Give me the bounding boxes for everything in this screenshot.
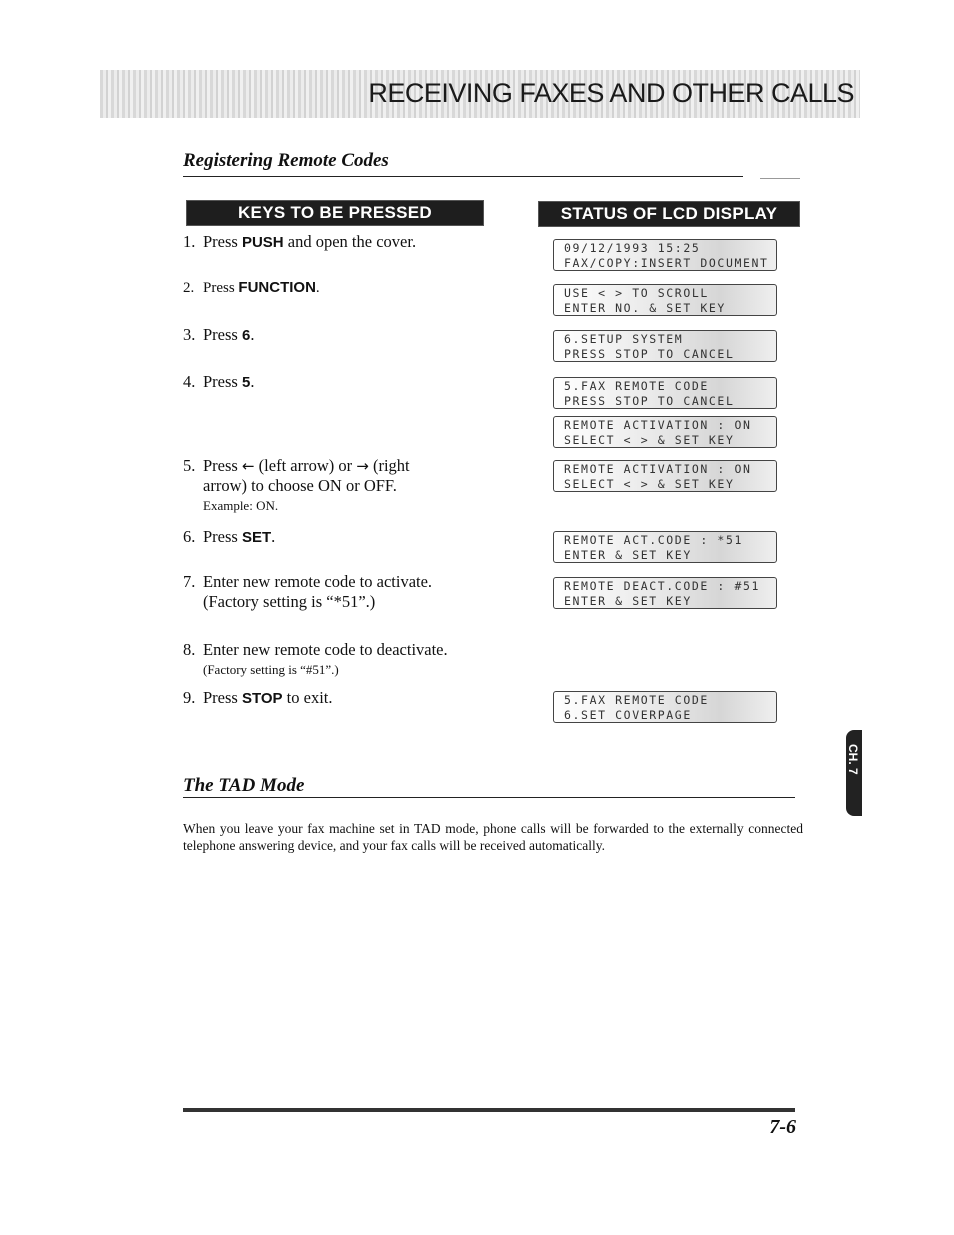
section-rule-tail xyxy=(760,178,800,179)
lcd-display-7: REMOTE ACT.CODE : *51 ENTER & SET KEY xyxy=(553,531,777,563)
step-1: 1. Press PUSH and open the cover. xyxy=(183,232,417,251)
lcd-display-8: REMOTE DEACT.CODE : #51 ENTER & SET KEY xyxy=(553,577,777,609)
lcd-display-5: REMOTE ACTIVATION : ON SELECT < > & SET KEY xyxy=(553,416,777,448)
lcd-display-2: USE < > TO SCROLL ENTER NO. & SET KEY xyxy=(553,284,777,316)
lcd-display-6: REMOTE ACTIVATION : ON SELECT < > & SET KEY xyxy=(553,460,777,492)
section-title-registering: Registering Remote Codes xyxy=(183,150,389,171)
step-4: 4. Press 5. xyxy=(183,372,255,391)
step-3: 3. Press 6. xyxy=(183,325,255,344)
lcd-display-9: 5.FAX REMOTE CODE 6.SET COVERPAGE xyxy=(553,691,777,723)
keys-heading: KEYS TO BE PRESSED xyxy=(186,200,484,226)
right-arrow-icon: → xyxy=(356,457,369,475)
step-9: 9. Press STOP to exit. xyxy=(183,688,333,707)
lcd-display-1: 09/12/1993 15:25 FAX/COPY:INSERT DOCUMENT xyxy=(553,239,777,271)
step-2: 2. Press FUNCTION. xyxy=(183,279,320,296)
section-title-tad: The TAD Mode xyxy=(183,775,305,796)
section-rule xyxy=(183,176,743,177)
step-8: 8. Enter new remote code to deactivate. (Factory setting is “#51”.) xyxy=(183,640,448,677)
lcd-display-3: 6.SETUP SYSTEM PRESS STOP TO CANCEL xyxy=(553,330,777,362)
chapter-title: RECEIVING FAXES AND OTHER CALLS xyxy=(368,78,854,108)
step-6: 6. Press SET. xyxy=(183,527,276,546)
lcd-display-4: 5.FAX REMOTE CODE PRESS STOP TO CANCEL xyxy=(553,377,777,409)
page-number: 7-6 xyxy=(769,1116,796,1138)
left-arrow-icon: ← xyxy=(241,457,255,475)
footer-rule xyxy=(183,1108,795,1112)
tad-paragraph: When you leave your fax machine set in TAD mode, phone calls will be forwarded to the externally connected telephone answering device, and your fax calls will be received automatically. xyxy=(183,821,803,853)
step-7: 7. Enter new remote code to activate. (Factory setting is “*51”.) xyxy=(183,572,433,611)
step-5: 5. Press ← (left arrow) or → (right arrow) to choose ON or OFF. Example: ON. xyxy=(183,456,410,513)
section-rule-tad xyxy=(183,797,795,798)
chapter-tab: CH. 7 xyxy=(846,730,862,816)
lcd-heading: STATUS OF LCD DISPLAY xyxy=(538,201,800,227)
